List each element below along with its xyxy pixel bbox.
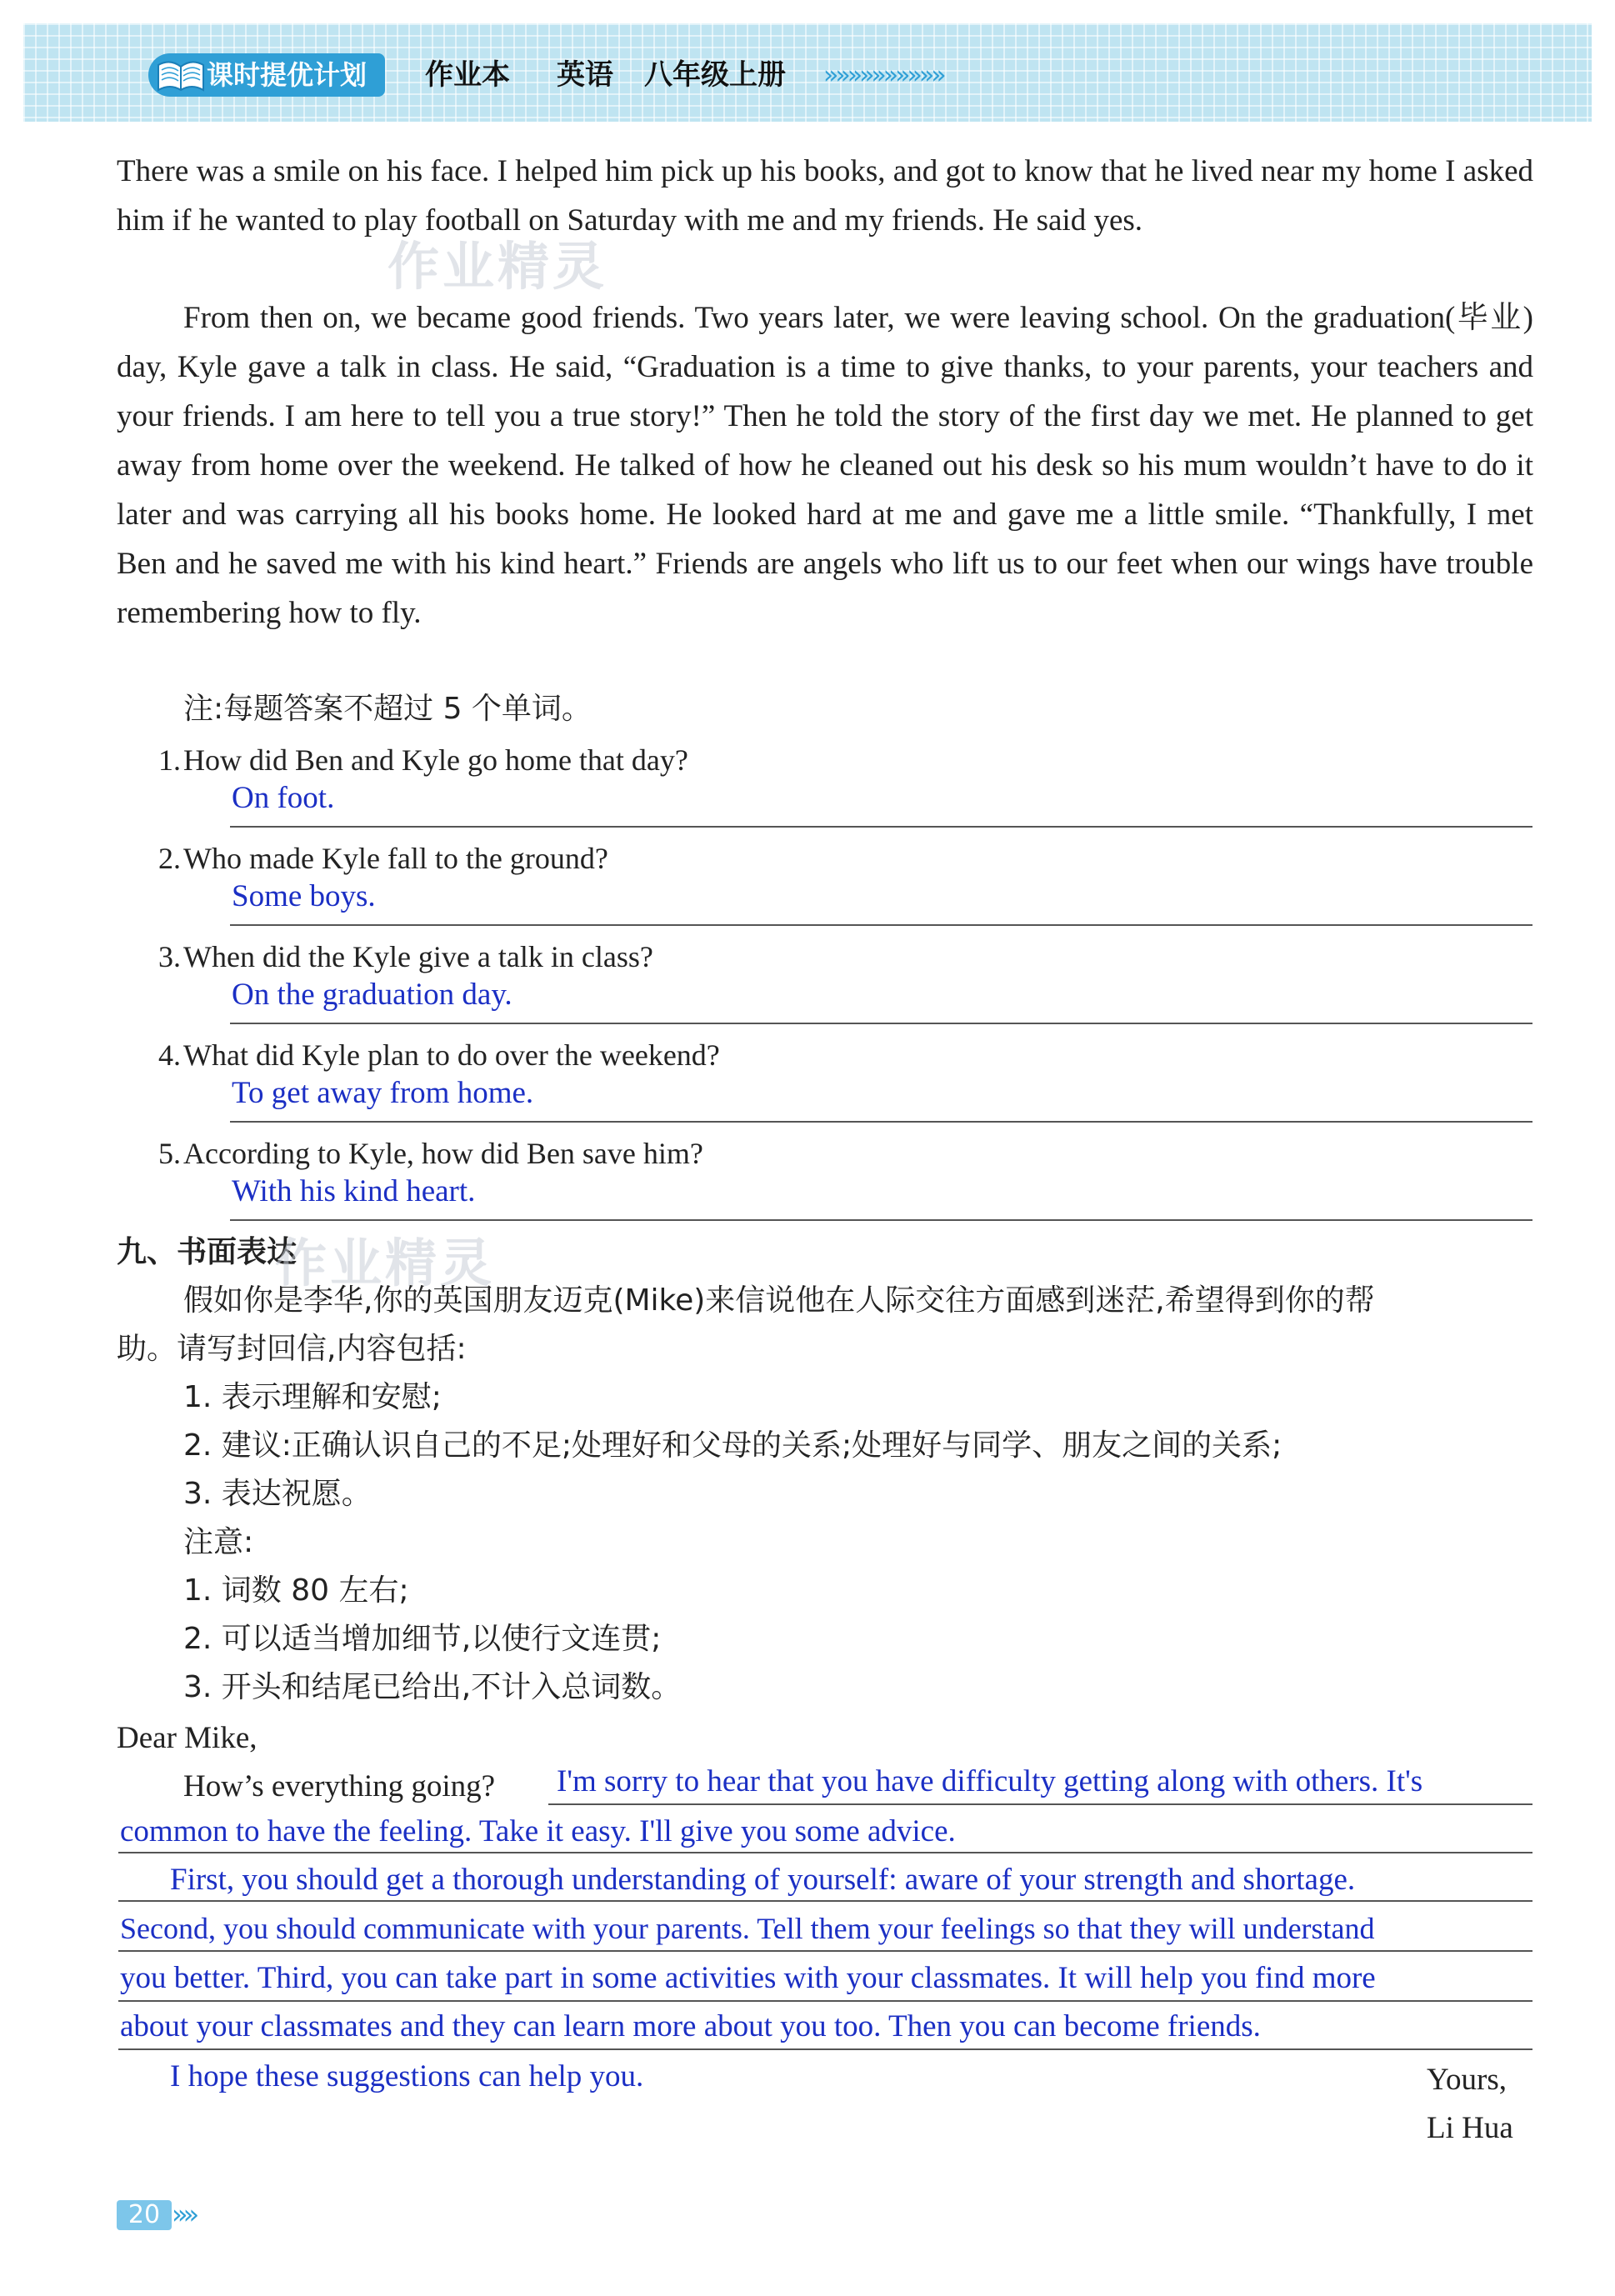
question-4	[158, 1035, 720, 1075]
letter-closing: Yours,	[1427, 2063, 1507, 2097]
watermark: 作业精灵	[388, 236, 608, 297]
question-1	[158, 740, 688, 780]
letter-answer-line-1: I'm sorry to hear that you have difficulty getting along with others. It's	[557, 1764, 1423, 1798]
question-number: 1.	[158, 743, 181, 777]
question-text: According to Kyle, how did Ben save him?	[183, 1137, 703, 1170]
question-text: When did the Kyle give a talk in class?	[183, 940, 653, 973]
letter-opening: How’s everything going?	[183, 1769, 496, 1803]
watermark: 作业精灵	[275, 1233, 496, 1293]
answer-note: 注:每题答案不超过 5 个单词。	[183, 692, 592, 726]
question-text: How did Ben and Kyle go home that day?	[183, 743, 688, 777]
letter-greeting: Dear Mike,	[117, 1721, 258, 1755]
writing-line	[118, 1900, 1532, 1902]
question-number: 2.	[158, 842, 181, 875]
writing-line	[118, 1852, 1532, 1853]
question-3	[158, 937, 653, 977]
grade: 八年级上册	[644, 58, 786, 92]
subject: 英语	[557, 58, 613, 92]
answer-3: On the graduation day.	[232, 978, 512, 1012]
question-number: 4.	[158, 1038, 181, 1072]
passage-paragraph-1: There was a smile on his face. I helped him pick up his books, and got to know that he lived near my home I asked him if he wanted to play football on Saturday with me and my friends. He said yes.	[117, 154, 1533, 238]
writing-note-1: 1. 词数 80 左右;	[183, 1573, 409, 1608]
writing-item-3: 3. 表达祝愿。	[183, 1477, 372, 1511]
letter-answer-line-5: you better. Third, you can take part in some activities with your classmates. It will help you find more	[120, 1961, 1376, 1995]
answer-2: Some boys.	[232, 879, 376, 913]
question-2	[158, 838, 608, 878]
header-banner	[23, 23, 1592, 122]
writing-line	[118, 2048, 1532, 2050]
letter-signature: Li Hua	[1427, 2111, 1513, 2145]
writing-note-title: 注意:	[183, 1525, 254, 1559]
letter-answer-line-2: common to have the feeling. Take it easy. I'll give you some advice.	[120, 1814, 956, 1848]
answer-line	[230, 1023, 1532, 1024]
question-text: What did Kyle plan to do over the weekend?	[183, 1038, 720, 1072]
letter-answer-line-4: Second, you should communicate with your parents. Tell them your feelings so that they will understand	[120, 1912, 1375, 1945]
writing-note-3: 3. 开头和结尾已给出,不计入总词数。	[183, 1670, 682, 1704]
writing-line	[118, 1950, 1532, 1952]
letter-answer-line-6: about your classmates and they can learn more about you too. Then you can become friends.	[120, 2009, 1261, 2043]
writing-line	[548, 1803, 1532, 1805]
section-title: 九、书面表达	[117, 1235, 298, 1269]
writing-item-2: 2. 建议:正确认识自己的不足;处理好和父母的关系;处理好与同学、朋友之间的关系;	[183, 1428, 1282, 1463]
chevron-decoration-icon: »»»»»»»»»»	[823, 61, 943, 90]
page-chevron-icon: »»	[172, 2198, 195, 2230]
answer-4: To get away from home.	[232, 1076, 534, 1110]
passage-paragraph-2: From then on, we became good friends. Two years later, we were leaving school. On the graduation(毕业) day, Kyle gave a talk in class. He said, “Graduation is a time to give thanks, to your parents, your teachers and your friends. I am here to tell you a true story!” Then he told the story of the first day we met. He planned to get away from home over the weekend. He talked of how he cleaned out his desk so his mum wouldn’t have to do it later and was carrying all his books home. He looked hard at me and gave me a little smile. “Thankfully, I met Ben and he saved me with his kind heart.” Friends are angels who lift us to our feet when our wings have trouble remembering how to fly.	[117, 301, 1533, 630]
answer-line	[230, 924, 1532, 926]
writing-prompt-line-2: 助。请写封回信,内容包括:	[117, 1332, 467, 1366]
question-text: Who made Kyle fall to the ground?	[183, 842, 608, 875]
answer-1: On foot.	[232, 781, 335, 815]
answer-line	[230, 1219, 1532, 1221]
brand-badge	[148, 53, 385, 97]
answer-line	[230, 1121, 1532, 1123]
book-type: 作业本	[425, 58, 510, 92]
answer-line	[230, 826, 1532, 828]
letter-answer-line-3: First, you should get a thorough understanding of yourself: aware of your strength and shortage.	[170, 1863, 1356, 1897]
writing-prompt-line-1: 假如你是李华,你的英国朋友迈克(Mike)来信说他在人际交往方面感到迷茫,希望得到你的帮	[183, 1283, 1375, 1318]
answer-5: With his kind heart.	[232, 1174, 476, 1208]
question-number: 5.	[158, 1137, 181, 1170]
writing-item-1: 1. 表示理解和安慰;	[183, 1380, 442, 1414]
page-number: 20	[117, 2200, 172, 2230]
open-book-icon	[155, 57, 207, 93]
letter-answer-line-7: I hope these suggestions can help you.	[170, 2059, 644, 2093]
question-number: 3.	[158, 940, 181, 973]
writing-line	[118, 2000, 1532, 2002]
writing-note-2: 2. 可以适当增加细节,以使行文连贯;	[183, 1622, 662, 1656]
question-5	[158, 1133, 703, 1173]
brand-text: 课时提优计划	[207, 59, 368, 91]
